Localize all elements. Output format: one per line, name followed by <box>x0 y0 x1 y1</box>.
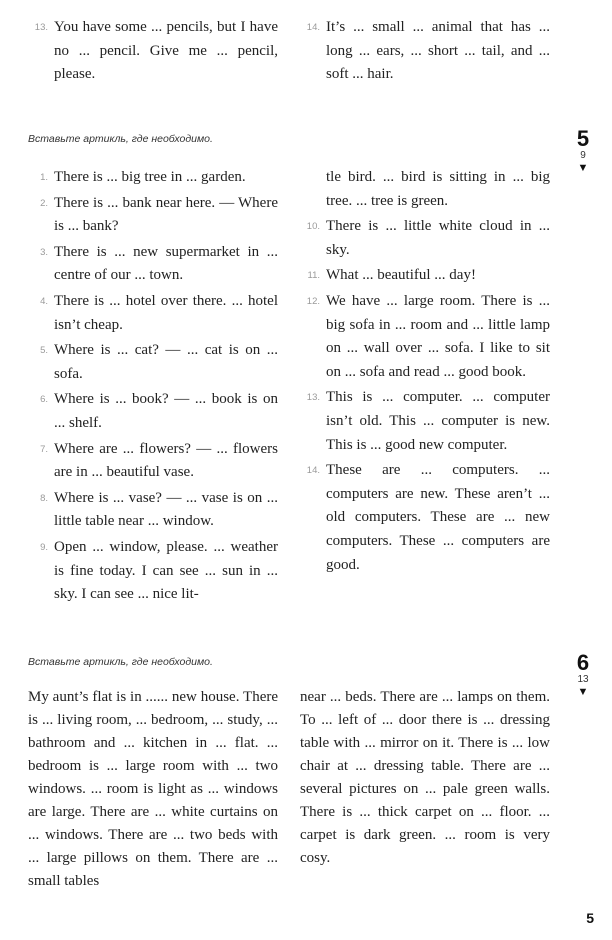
item-text: These are ... computers. ... computers are new. These aren’t ... old computers. These are ... new computers. These ... computers are good. <box>326 462 550 573</box>
item-number: 1. <box>40 172 48 183</box>
list-item <box>300 386 550 457</box>
item-number: 12. <box>306 295 320 307</box>
exercise-5-left-column <box>28 166 278 609</box>
item-number: 4. <box>40 295 48 307</box>
list-item <box>300 16 550 87</box>
item-text: tle bird. ... bird is sitting in ... big tree. ... tree is green. <box>326 169 550 209</box>
list-item <box>28 166 278 190</box>
page-number: 5 <box>586 910 594 926</box>
exercise-6-instruction: Вставьте артикль, где необходимо. <box>28 656 213 668</box>
item-number: 6. <box>40 394 48 406</box>
item-text: There is ... new supermarket in ... centre of our ... town. <box>54 243 278 284</box>
list-item <box>28 339 278 386</box>
prev-exercise-right-column <box>300 16 550 89</box>
item-number: 14. <box>306 465 320 477</box>
list-item <box>28 438 278 485</box>
item-text: Where is ... vase? — ... vase is on ... little table near ... window. <box>54 489 278 530</box>
item-text: This is ... computer. ... computer isn’t old. This ... computer is new. This is ... good new computer. <box>326 389 550 453</box>
triangle-down-icon: ▼ <box>577 162 589 174</box>
list-item <box>28 388 278 435</box>
list-item-continuation <box>300 166 550 213</box>
item-text: We have ... large room. There is ... big sofa in ... room and ... little lamp on ... wall over ... sofa. I like to sit on ... sofa and read ... good book. <box>326 292 550 380</box>
item-number: 3. <box>40 246 48 258</box>
prev-exercise-left-column <box>28 16 278 89</box>
item-number: 8. <box>40 492 48 504</box>
item-text: It’s ... small ... animal that has ... long ... ears, ... short ... tail, and ... soft ... hair. <box>326 19 550 83</box>
exercise-5-instruction: Вставьте артикль, где необходимо. <box>28 133 213 145</box>
list-item <box>28 536 278 607</box>
item-number: 10. <box>306 221 320 233</box>
item-number: 9. <box>40 541 48 553</box>
item-number: 5. <box>40 345 48 357</box>
item-text: You have some ... pencils, but I have no ... pencil. Give me ... pencil, please. <box>54 19 278 83</box>
item-number: 14. <box>306 22 320 33</box>
item-number: 11. <box>307 270 320 282</box>
list-item <box>28 16 278 87</box>
list-item <box>300 290 550 384</box>
list-item <box>300 459 550 577</box>
exercise-5-sub-number: 9 <box>580 150 586 161</box>
item-text: What ... beautiful ... day! <box>326 267 476 284</box>
exercise-6-right-text: near ... beds. There are ... lamps on them. To ... left of ... door there is ... dressing table with ... mirror on it. There is ... low chair at ... dressing table. There are ... several pictures on ... pale green walls. There is ... thick carpet on ... floor. ... carpet is dark green. ... room is very cosy. <box>300 689 550 866</box>
exercise-6-sub-number: 13 <box>577 674 589 685</box>
exercise-5-right-column <box>300 166 550 579</box>
item-text: There is ... little white cloud in ... sky. <box>326 218 550 258</box>
exercise-5-number-block <box>568 128 598 174</box>
list-item <box>28 487 278 534</box>
item-number: 13. <box>306 392 320 404</box>
item-text: Where is ... book? — ... book is on ... shelf. <box>54 391 278 431</box>
exercise-6-number: 6 <box>576 650 590 675</box>
item-text: There is ... big tree in ... garden. <box>54 169 246 185</box>
exercise-5-number: 5 <box>576 126 590 151</box>
item-text: There is ... hotel over there. ... hotel isn’t cheap. <box>54 292 278 333</box>
item-text: Open ... window, please. ... weather is fine today. I can see ... sun in ... sky. I can see ... nice lit- <box>54 538 278 603</box>
list-item <box>300 264 550 288</box>
item-text: Where are ... flowers? — ... flowers are in ... beautiful vase. <box>54 440 278 481</box>
item-number: 13. <box>34 22 48 33</box>
triangle-down-icon: ▼ <box>577 686 589 698</box>
item-text: There is ... bank near here. — Where is ... bank? <box>54 194 278 235</box>
list-item <box>28 290 278 337</box>
list-item <box>300 215 550 262</box>
exercise-6-number-block <box>568 652 598 698</box>
list-item <box>28 192 278 239</box>
item-text: Where is ... cat? — ... cat is on ... sofa. <box>54 342 278 382</box>
exercise-6-left-text: My aunt’s flat is in ...... new house. There is ... living room, ... bedroom, ... study, ... bathroom and ... kitchen in ... flat. ... bedroom is ... large room with ... two windows. ... room is light as ... windows are large. There are ... white curtains on ... windows. There are ... two beds with ... large pillows on them. There are ... small tables <box>28 689 278 889</box>
list-item <box>28 241 278 288</box>
item-number: 7. <box>40 443 48 455</box>
item-number: 2. <box>40 197 48 209</box>
